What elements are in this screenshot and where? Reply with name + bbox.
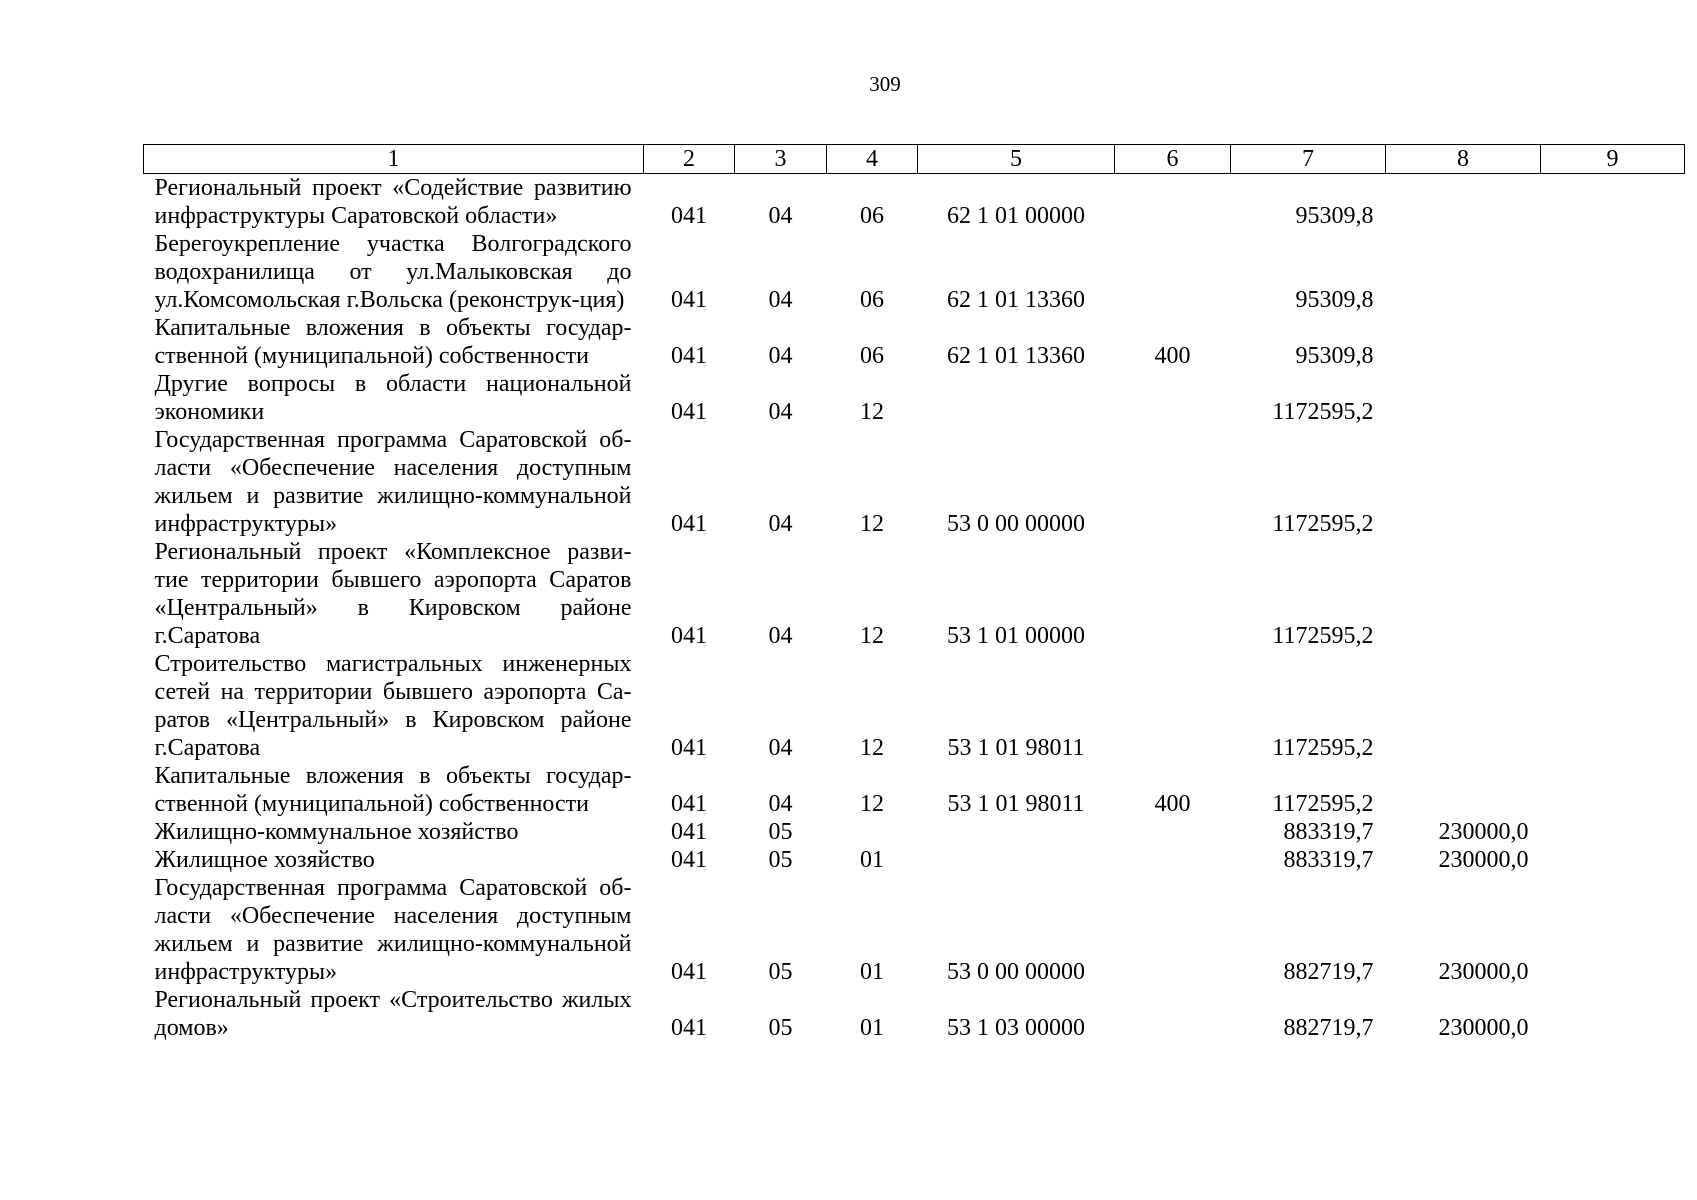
row-target-article: 53 1 01 98011 bbox=[947, 791, 1085, 817]
table-row bbox=[144, 370, 1685, 426]
row-expense-type bbox=[1115, 370, 1231, 426]
table-header-row bbox=[144, 145, 1685, 174]
row-subsection: 01 bbox=[860, 1015, 884, 1041]
row-amount-other bbox=[1541, 230, 1685, 314]
row-amount-other bbox=[1541, 650, 1685, 762]
row-name: Государственная программа Саратовской об-ласти «Обеспечение населения доступным жильем и развитие жилищно-коммунальной инфраструктуры» bbox=[154, 427, 632, 537]
row-target-article: 53 1 01 00000 bbox=[947, 623, 1085, 649]
table-row bbox=[144, 538, 1685, 650]
table-row bbox=[144, 818, 1685, 846]
row-amount: 1172595,2 bbox=[1272, 399, 1374, 425]
table-body bbox=[144, 174, 1685, 1043]
row-name: Жилищное хозяйство bbox=[154, 847, 375, 873]
row-section: 04 bbox=[768, 203, 793, 229]
row-amount-federal: 230000,0 bbox=[1438, 819, 1529, 845]
row-amount-federal bbox=[1386, 370, 1541, 426]
row-subsection: 06 bbox=[860, 287, 884, 313]
row-amount: 1172595,2 bbox=[1272, 735, 1374, 761]
row-admin-code: 041 bbox=[671, 1015, 707, 1041]
row-amount-federal bbox=[1386, 426, 1541, 538]
row-admin-code: 041 bbox=[671, 623, 707, 649]
row-amount: 1172595,2 bbox=[1272, 623, 1374, 649]
row-admin-code: 041 bbox=[671, 847, 707, 873]
row-section: 05 bbox=[768, 1015, 793, 1041]
row-amount-federal bbox=[1386, 230, 1541, 314]
row-subsection: 06 bbox=[860, 203, 884, 229]
row-amount-federal: 230000,0 bbox=[1438, 847, 1529, 873]
row-admin-code: 041 bbox=[671, 959, 707, 985]
row-amount-other bbox=[1541, 986, 1685, 1042]
row-amount: 95309,8 bbox=[1295, 343, 1374, 369]
row-expense-type bbox=[1115, 174, 1231, 231]
row-section: 05 bbox=[768, 959, 793, 985]
row-expense-type bbox=[1115, 426, 1231, 538]
row-expense-type bbox=[1115, 818, 1231, 846]
row-amount-federal bbox=[1386, 314, 1541, 370]
row-amount: 1172595,2 bbox=[1272, 791, 1374, 817]
row-amount: 882719,7 bbox=[1283, 1015, 1374, 1041]
row-section: 04 bbox=[768, 511, 793, 537]
table-row bbox=[144, 986, 1685, 1042]
row-amount: 95309,8 bbox=[1295, 287, 1374, 313]
row-section: 04 bbox=[768, 399, 793, 425]
column-header-3: 3 bbox=[735, 145, 827, 174]
row-amount-other bbox=[1541, 174, 1685, 231]
row-target-article: 53 0 00 00000 bbox=[947, 511, 1085, 537]
page-number: 309 bbox=[869, 72, 901, 96]
column-header-1: 1 bbox=[144, 145, 644, 174]
column-header-7: 7 bbox=[1231, 145, 1386, 174]
row-amount-federal bbox=[1386, 762, 1541, 818]
table-row bbox=[144, 426, 1685, 538]
row-subsection: 01 bbox=[860, 959, 884, 985]
row-amount-other bbox=[1541, 426, 1685, 538]
row-target-article: 53 1 01 98011 bbox=[947, 735, 1085, 761]
row-admin-code: 041 bbox=[671, 343, 707, 369]
row-target-article: 53 1 03 00000 bbox=[947, 1015, 1085, 1041]
row-subsection bbox=[827, 818, 918, 846]
table-row bbox=[144, 874, 1685, 986]
row-subsection: 12 bbox=[860, 623, 884, 649]
column-header-9: 9 bbox=[1541, 145, 1685, 174]
row-amount-other bbox=[1541, 538, 1685, 650]
row-section: 04 bbox=[768, 287, 793, 313]
column-header-8: 8 bbox=[1386, 145, 1541, 174]
budget-table bbox=[143, 144, 1685, 1042]
row-admin-code: 041 bbox=[671, 819, 707, 845]
row-name: Региональный проект «Строительство жилых домов» bbox=[154, 987, 632, 1041]
row-expense-type: 400 bbox=[1154, 791, 1191, 817]
row-name: Строительство магистральных инженерных сетей на территории бывшего аэропорта Са-ратов «Центральный» в Кировском районе г.Саратова bbox=[154, 651, 632, 761]
row-admin-code: 041 bbox=[671, 735, 707, 761]
row-amount-federal bbox=[1386, 174, 1541, 231]
table-row bbox=[144, 846, 1685, 874]
row-admin-code: 041 bbox=[671, 203, 707, 229]
row-subsection: 12 bbox=[860, 735, 884, 761]
row-name: Капитальные вложения в объекты государ-ственной (муниципальной) собственности bbox=[154, 763, 632, 817]
row-subsection: 12 bbox=[860, 791, 884, 817]
row-expense-type bbox=[1115, 538, 1231, 650]
row-subsection: 12 bbox=[860, 399, 884, 425]
row-amount: 1172595,2 bbox=[1272, 511, 1374, 537]
column-header-2: 2 bbox=[644, 145, 735, 174]
table-row bbox=[144, 650, 1685, 762]
row-amount-other bbox=[1541, 762, 1685, 818]
row-amount-other bbox=[1541, 818, 1685, 846]
row-target-article: 62 1 01 13360 bbox=[947, 287, 1085, 313]
row-name: Региональный проект «Содействие развитию инфраструктуры Саратовской области» bbox=[154, 175, 632, 229]
row-admin-code: 041 bbox=[671, 511, 707, 537]
row-subsection: 12 bbox=[860, 511, 884, 537]
row-admin-code: 041 bbox=[671, 399, 707, 425]
row-section: 05 bbox=[768, 847, 793, 873]
row-subsection: 01 bbox=[860, 847, 884, 873]
row-target-article: 62 1 01 13360 bbox=[947, 343, 1085, 369]
table-row bbox=[144, 174, 1685, 231]
row-expense-type bbox=[1115, 874, 1231, 986]
row-amount-other bbox=[1541, 846, 1685, 874]
table-row bbox=[144, 230, 1685, 314]
row-target-article bbox=[918, 370, 1115, 426]
row-amount-other bbox=[1541, 370, 1685, 426]
row-name: Другие вопросы в области национальной экономики bbox=[154, 371, 632, 425]
row-amount-other bbox=[1541, 874, 1685, 986]
row-amount-federal bbox=[1386, 538, 1541, 650]
row-amount: 95309,8 bbox=[1295, 203, 1374, 229]
row-target-article bbox=[918, 846, 1115, 874]
row-target-article: 53 0 00 00000 bbox=[947, 959, 1085, 985]
row-expense-type bbox=[1115, 846, 1231, 874]
row-expense-type bbox=[1115, 986, 1231, 1042]
row-target-article: 62 1 01 00000 bbox=[947, 203, 1085, 229]
row-amount-federal: 230000,0 bbox=[1438, 1015, 1529, 1041]
row-name: Берегоукрепление участка Волгоградского водохранилища от ул.Малыковская до ул.Комсомольская г.Вольска (реконструк-ция) bbox=[154, 231, 632, 313]
row-expense-type bbox=[1115, 650, 1231, 762]
row-section: 04 bbox=[768, 735, 793, 761]
row-amount: 883319,7 bbox=[1283, 819, 1374, 845]
row-amount: 882719,7 bbox=[1283, 959, 1374, 985]
row-admin-code: 041 bbox=[671, 791, 707, 817]
column-header-6: 6 bbox=[1115, 145, 1231, 174]
row-name: Жилищно-коммунальное хозяйство bbox=[154, 819, 519, 845]
row-section: 04 bbox=[768, 623, 793, 649]
row-expense-type: 400 bbox=[1154, 343, 1191, 369]
row-section: 04 bbox=[768, 791, 793, 817]
row-expense-type bbox=[1115, 230, 1231, 314]
row-amount-federal bbox=[1386, 650, 1541, 762]
row-subsection: 06 bbox=[860, 343, 884, 369]
row-admin-code: 041 bbox=[671, 287, 707, 313]
column-header-4: 4 bbox=[827, 145, 918, 174]
row-name: Региональный проект «Комплексное разви-тие территории бывшего аэропорта Саратов «Центральный» в Кировском районе г.Саратова bbox=[154, 539, 632, 649]
row-section: 04 bbox=[768, 343, 793, 369]
row-name: Государственная программа Саратовской об-ласти «Обеспечение населения доступным жильем и развитие жилищно-коммунальной инфраструктуры» bbox=[154, 875, 632, 985]
row-amount: 883319,7 bbox=[1283, 847, 1374, 873]
table-row bbox=[144, 762, 1685, 818]
column-header-5: 5 bbox=[918, 145, 1115, 174]
row-target-article bbox=[918, 818, 1115, 846]
row-name: Капитальные вложения в объекты государ-ственной (муниципальной) собственности bbox=[154, 315, 632, 369]
row-section: 05 bbox=[768, 819, 793, 845]
table-row bbox=[144, 314, 1685, 370]
row-amount-other bbox=[1541, 314, 1685, 370]
row-amount-federal: 230000,0 bbox=[1438, 959, 1529, 985]
